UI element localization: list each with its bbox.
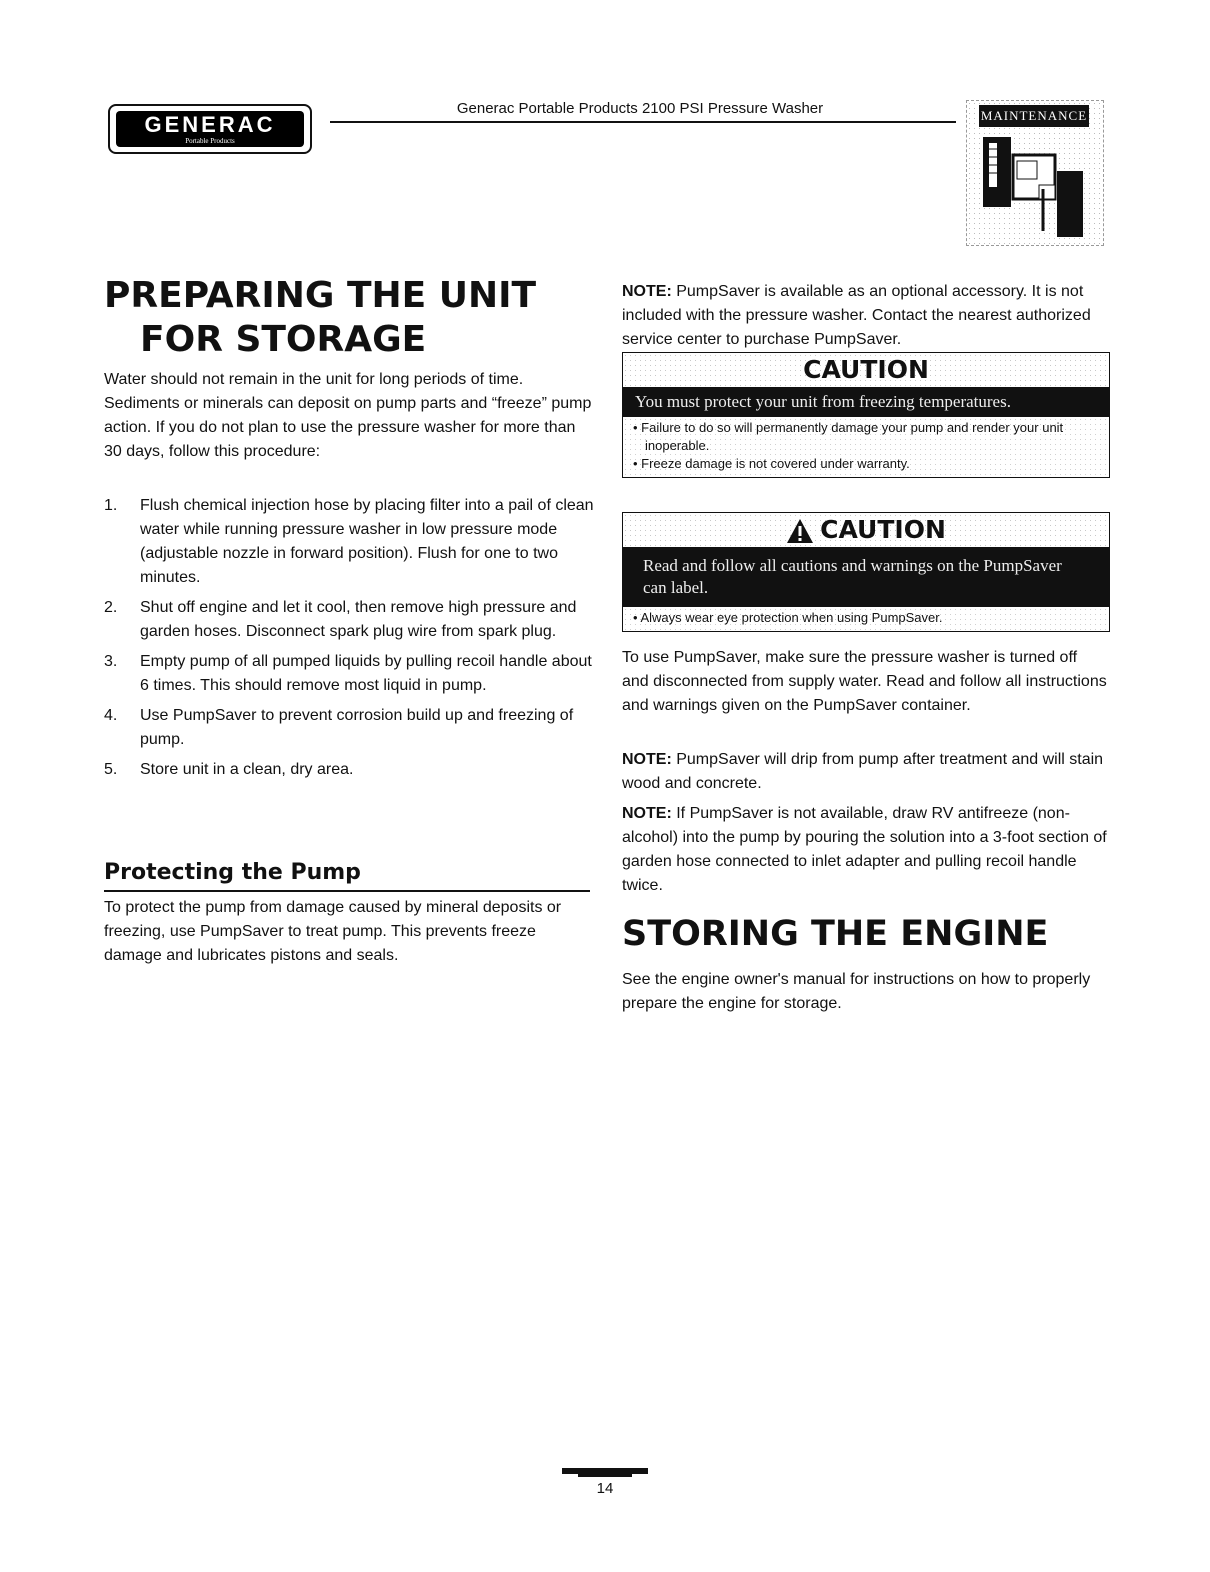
pumpsaver-drip-note [622,748,1108,796]
pumpsaver-availability-note [622,280,1106,352]
storage-intro-paragraph: Water should not remain in the unit for long periods of time. Sediments or minerals can deposit on pump parts and “freeze” pump action. If you do not plan to use the pressure washer for more than 30 days, follow this procedure: [104,371,592,460]
caution-heading-row [623,513,1109,547]
step-number: 3. [104,653,118,670]
warning-triangle-icon [786,518,814,544]
step-number: 2. [104,599,118,616]
protecting-pump-heading: Protecting the Pump [104,858,590,892]
section-title-line1: PREPARING THE UNIT [104,275,537,316]
caution-bullets [623,607,1109,631]
note-text: PumpSaver will drip from pump after treatment and will stain wood and concrete. [622,751,1104,792]
section-title-line2: FOR STORAGE [140,319,427,360]
note-text: If PumpSaver is not available, draw RV antifreeze (non-alcohol) into the pump by pouring the solution into a 3-foot section of garden hose connected to inlet adapter and pulling recoil handle twice. [622,805,1107,894]
step-text: Shut off engine and let it cool, then remove high pressure and garden hoses. Disconnect spark plug wire from spark plug. [140,599,577,640]
caution-bullet: • Freeze damage is not covered under warranty. [633,456,910,471]
caution-bullets [623,417,1109,477]
step-text: Empty pump of all pumped liquids by pulling recoil handle about 6 times. This should remove most liquid in pump. [140,653,592,694]
logo-brand-text: GENERAC [144,112,276,137]
storing-engine-title: STORING THE ENGINE [622,914,1049,954]
list-item [104,758,596,782]
maintenance-badge [966,100,1104,246]
generac-logo [108,104,312,154]
page-number: 14 [596,1480,614,1497]
calendar-wrench-icon [977,131,1093,241]
logo-subtext: Portable Products [185,137,235,145]
note-label: NOTE: [622,751,672,768]
freeze-caution-box [622,352,1110,478]
page-number-bar-lower [578,1474,632,1477]
step-text: Use PumpSaver to prevent corrosion build up and freezing of pump. [140,707,574,748]
step-number: 5. [104,761,118,778]
list-item [104,650,596,698]
note-label: NOTE: [622,805,672,822]
header-divider [330,121,956,123]
pumpsaver-caution-box [622,512,1110,632]
list-item [104,494,596,590]
caution-heading: CAUTION [820,515,946,544]
step-text: Flush chemical injection hose by placing filter into a pail of clean water while running pressure washer in low pressure mode (adjustable nozzle in forward position). Flush for one to two minutes. [140,497,594,586]
caution-bullet: • Always wear eye protection when using PumpSaver. [633,610,943,625]
pumpsaver-usage-paragraph: To use PumpSaver, make sure the pressure washer is turned off and disconnected from supply water. Read and follow all instructions and warnings given on the PumpSaver container. [622,649,1107,714]
note-label: NOTE: [622,283,672,300]
rv-antifreeze-note [622,802,1108,898]
step-text: Store unit in a clean, dry area. [140,761,354,778]
step-number: 4. [104,707,118,724]
document-header-title: Generac Portable Products 2100 PSI Pressure Washer [456,100,824,117]
list-item [104,704,596,752]
list-item [104,596,596,644]
protecting-pump-paragraph: To protect the pump from damage caused by mineral deposits or freezing, use PumpSaver to treat pump. This prevents freeze damage and lubricates pistons and seals. [104,899,562,964]
step-number: 1. [104,497,118,514]
maintenance-badge-label: MAINTENANCE [979,105,1089,127]
caution-heading: CAUTION [623,353,1109,387]
caution-bullet: • Failure to do so will permanently damage your pump and render your unit inoperable. [633,420,1064,453]
note-text: PumpSaver is available as an optional accessory. It is not included with the pressure washer. Contact the nearest authorized service center to purchase PumpSaver. [622,283,1091,348]
storage-steps-list [104,494,596,788]
storing-engine-paragraph: See the engine owner's manual for instructions on how to properly prepare the engine for storage. [622,971,1091,1012]
caution-message: Read and follow all cautions and warnings on the PumpSaver can label. [623,547,1109,607]
caution-message: You must protect your unit from freezing temperatures. [623,387,1109,417]
